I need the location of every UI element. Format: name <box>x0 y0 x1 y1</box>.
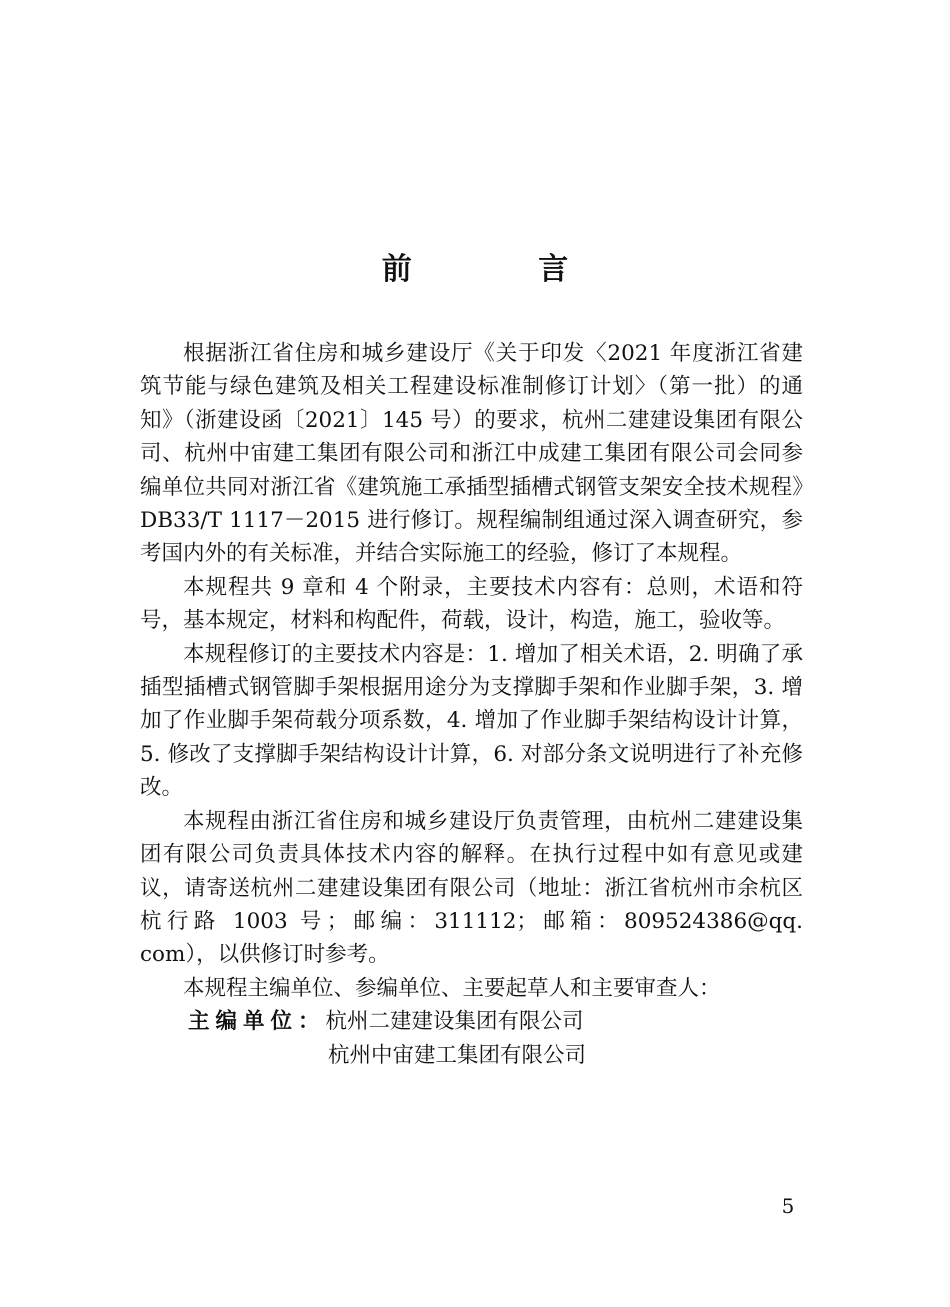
chief-unit-row <box>140 1005 803 1038</box>
chief-unit-name: 杭州二建建设集团有限公司 <box>325 1009 584 1035</box>
paragraph-revision-basis: 根据浙江省住房和城乡建设厅《关于印发〈2021 年度浙江省建筑节能与绿色建筑及相关工程建设标准制修订计划〉（第一批）的通知》（浙建设函〔2021〕145 号）的要求，杭州二建建设集团有限公司、杭州中宙建工集团有限公司和浙江中成建工集团有限公司会同参编单位共同对浙江省《建筑施工承插型插槽式钢管支架安全技术规程》DB33/T 1117－2015 进行修订。规程编制组通过深入调查研究，参考国内外的有关标准，并结合实际施工的经验，修订了本规程。 <box>140 341 803 567</box>
paragraph-units-intro: 本规程主编单位、参编单位、主要起草人和主要审查人： <box>183 975 721 1001</box>
paragraph-revision-points: 本规程修订的主要技术内容是：1. 增加了相关术语，2. 明确了承插型插槽式钢管脚手架根据用途分为支撑脚手架和作业脚手架，3. 增加了作业脚手架荷载分项系数，4. 增加了作业脚手架结构设计计算，5. 修改了支撑脚手架结构设计计算，6. 对部分条文说明进行了补充修改。 <box>140 641 803 801</box>
chief-unit-row <box>140 1039 803 1072</box>
paragraph-contents: 本规程共 9 章和 4 个附录，主要技术内容有：总则，术语和符号，基本规定，材料和构配件，荷载，设计，构造，施工，验收等。 <box>140 574 803 634</box>
chief-unit-name: 杭州中宙建工集团有限公司 <box>328 1042 587 1068</box>
paragraph-management: 本规程由浙江省住房和城乡建设厅负责管理，由杭州二建建设集团有限公司负责具体技术内容的解释。在执行过程中如有意见或建议，请寄送杭州二建建设集团有限公司（地址：浙江省杭州市余杭区杭行路 1003 号；邮编：311112；邮箱：809524386@qq. com），以供修订时参考。 <box>140 808 803 968</box>
page-title: 前 言 <box>381 252 627 288</box>
preface-body <box>140 337 803 1072</box>
page-number: 5 <box>781 1194 795 1218</box>
chief-unit-label: 主编单位： <box>188 1009 326 1035</box>
